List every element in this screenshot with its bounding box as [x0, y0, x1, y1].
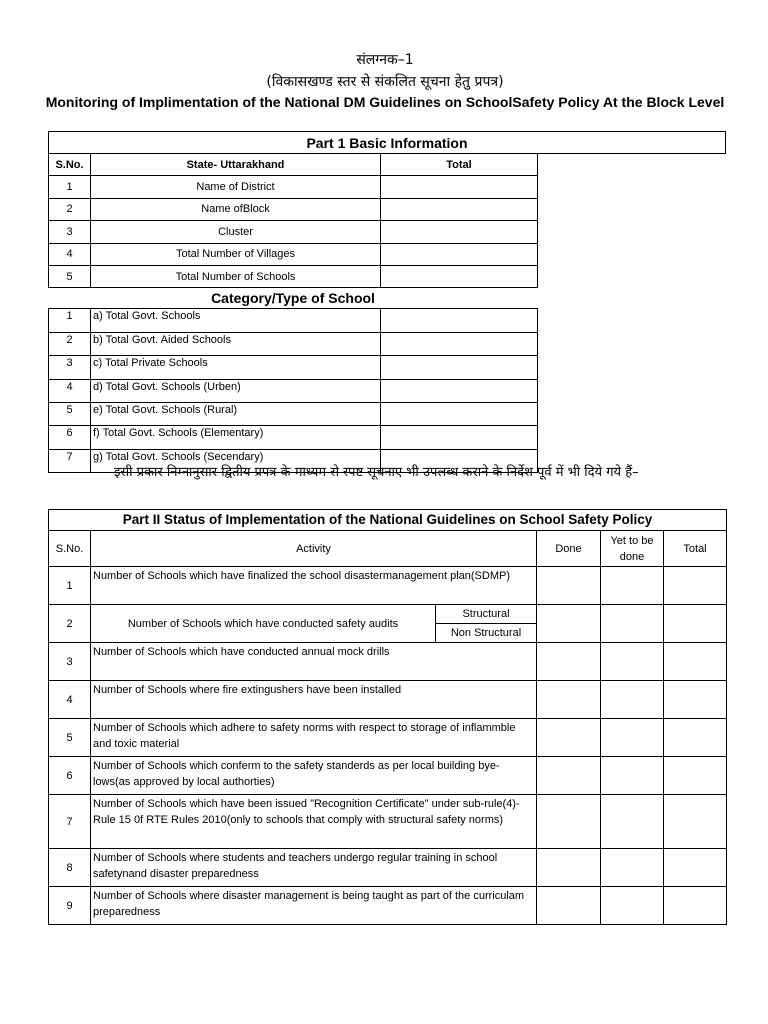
- table-row: [49, 402, 538, 425]
- header-sno: S.No.: [49, 531, 91, 567]
- table-row: [49, 332, 538, 355]
- yet-input-cell[interactable]: [601, 719, 664, 757]
- table-row: [49, 309, 538, 332]
- table-row: [49, 221, 538, 243]
- row-sno: 4: [49, 379, 91, 402]
- part2-table: [48, 509, 727, 925]
- row-sno: 3: [49, 221, 91, 243]
- row-sno: 5: [49, 719, 91, 757]
- table-row: [49, 356, 538, 379]
- row-label: Total Number of Schools: [91, 265, 381, 287]
- yet-input-cell[interactable]: [601, 681, 664, 719]
- form-title: Monitoring of Implimentation of the National DM Guidelines on SchoolSafety Policy At the Block Level: [45, 94, 725, 110]
- table-row: [49, 198, 538, 220]
- row-sno: 3: [49, 643, 91, 681]
- done-input-cell[interactable]: [537, 887, 601, 925]
- row-label: g) Total Govt. Schools (Secendary): [91, 449, 381, 472]
- row-label: a) Total Govt. Schools: [91, 309, 381, 332]
- table-row: [49, 243, 538, 265]
- total-input-cell[interactable]: [381, 402, 538, 425]
- table-row: [49, 265, 538, 287]
- yet-input-cell[interactable]: [601, 887, 664, 925]
- table-row: [49, 849, 727, 887]
- header-done: Done: [537, 531, 601, 567]
- row-label: c) Total Private Schools: [91, 356, 381, 379]
- total-input-cell[interactable]: [381, 426, 538, 449]
- row-label: Total Number of Villages: [91, 243, 381, 265]
- done-input-cell[interactable]: [537, 643, 601, 681]
- yet-input-cell[interactable]: [601, 605, 664, 643]
- total-input-cell[interactable]: [664, 681, 727, 719]
- total-input-cell[interactable]: [664, 887, 727, 925]
- yet-input-cell[interactable]: [601, 643, 664, 681]
- row-sno: 1: [49, 567, 91, 605]
- form-subtitle: (विकासखण्ड स्तर से संकलित सूचना हेतु प्रपत्र): [266, 74, 504, 90]
- done-input-cell[interactable]: [537, 757, 601, 795]
- row-label: Cluster: [91, 221, 381, 243]
- total-input-cell[interactable]: [381, 356, 538, 379]
- total-input-cell[interactable]: [664, 605, 727, 643]
- row-sno: 7: [49, 795, 91, 849]
- part1-title: Part 1 Basic Information: [49, 132, 726, 154]
- header-sno: S.No.: [49, 154, 91, 176]
- table-row: [49, 643, 727, 681]
- total-input-cell[interactable]: [664, 719, 727, 757]
- total-input-cell[interactable]: [381, 198, 538, 220]
- total-input-cell[interactable]: [381, 332, 538, 355]
- table-row: [49, 757, 727, 795]
- activity-text: Number of Schools which adhere to safety norms with respect to storage of inflammble and toxic material: [91, 719, 537, 757]
- row-sno: 3: [49, 356, 91, 379]
- row-label: Name ofBlock: [91, 198, 381, 220]
- header-yet: Yet to be done: [601, 531, 664, 567]
- table-row: [49, 887, 727, 925]
- part1-table: [48, 153, 538, 473]
- header-state: State- Uttarakhand: [91, 154, 381, 176]
- activity-text: Number of Schools which have conducted annual mock drills: [91, 643, 537, 681]
- activity-text: Number of Schools which have been issued "Recognition Certificate" under sub-rule(4)-Rule 15 0f RTE Rules 2010(only to schools that comply with structural safety norms): [91, 795, 537, 849]
- part1-title-table: [48, 131, 726, 154]
- done-input-cell[interactable]: [537, 719, 601, 757]
- row-sno: 6: [49, 426, 91, 449]
- table-row: [49, 426, 538, 449]
- done-input-cell[interactable]: [537, 567, 601, 605]
- row-label: f) Total Govt. Schools (Elementary): [91, 426, 381, 449]
- table-row: [49, 795, 727, 849]
- activity-text: Number of Schools which have conducted safety audits: [91, 605, 436, 643]
- row-sno: 4: [49, 681, 91, 719]
- header-total: Total: [381, 154, 538, 176]
- total-input-cell[interactable]: [381, 176, 538, 198]
- annexure-label: संलग्नक–1: [356, 52, 414, 68]
- row-sno: 5: [49, 265, 91, 287]
- row-label: d) Total Govt. Schools (Urben): [91, 379, 381, 402]
- row-label: e) Total Govt. Schools (Rural): [91, 402, 381, 425]
- yet-input-cell[interactable]: [601, 757, 664, 795]
- done-input-cell[interactable]: [537, 681, 601, 719]
- table-row: [49, 176, 538, 198]
- sub-non-structural: Non Structural: [436, 624, 537, 643]
- yet-input-cell[interactable]: [601, 567, 664, 605]
- total-input-cell[interactable]: [381, 309, 538, 332]
- row-sno: 9: [49, 887, 91, 925]
- total-input-cell[interactable]: [381, 379, 538, 402]
- table-row: [49, 719, 727, 757]
- total-input-cell[interactable]: [664, 643, 727, 681]
- row-sno: 6: [49, 757, 91, 795]
- row-sno: 1: [49, 309, 91, 332]
- category-section-title: Category/Type of School: [49, 288, 538, 309]
- done-input-cell[interactable]: [537, 849, 601, 887]
- row-label: b) Total Govt. Aided Schools: [91, 332, 381, 355]
- row-label: Name of District: [91, 176, 381, 198]
- table-row: [49, 379, 538, 402]
- sub-structural: Structural: [436, 605, 537, 624]
- activity-text: Number of Schools which have finalized the school disastermanagement plan(SDMP): [91, 567, 537, 605]
- total-input-cell[interactable]: [381, 243, 538, 265]
- total-input-cell[interactable]: [381, 221, 538, 243]
- total-input-cell[interactable]: [664, 849, 727, 887]
- total-input-cell[interactable]: [664, 795, 727, 849]
- header-total: Total: [664, 531, 727, 567]
- activity-text: Number of Schools which conferm to the safety standerds as per local building bye-lows(as approved by local authorties): [91, 757, 537, 795]
- row-sno: 1: [49, 176, 91, 198]
- total-input-cell[interactable]: [664, 757, 727, 795]
- activity-text: Number of Schools where disaster management is being taught as part of the curriculam preparedness: [91, 887, 537, 925]
- done-input-cell[interactable]: [537, 795, 601, 849]
- row-sno: 4: [49, 243, 91, 265]
- activity-text: Number of Schools where students and teachers undergo regular training in school safetynand disaster preparedness: [91, 849, 537, 887]
- activity-text: Number of Schools where fire extingushers have been installed: [91, 681, 537, 719]
- yet-input-cell[interactable]: [601, 795, 664, 849]
- done-input-cell[interactable]: [537, 605, 601, 643]
- table-row: [49, 567, 727, 605]
- yet-input-cell[interactable]: [601, 849, 664, 887]
- row-sno: 2: [49, 198, 91, 220]
- total-input-cell[interactable]: [664, 567, 727, 605]
- part2-title: Part II Status of Implementation of the National Guidelines on School Safety Policy: [49, 510, 727, 531]
- row-sno: 2: [49, 605, 91, 643]
- instruction-paragraph: इसी प्रकार निम्नानुसार द्वितीय प्रपत्र के माध्यम से स्पष्ट सूचनाए भी उपलब्ध कराने के निर्देश पूर्व में भी दिये गये हैं–: [114, 465, 639, 480]
- total-input-cell[interactable]: [381, 265, 538, 287]
- header-activity: Activity: [91, 531, 537, 567]
- row-sno: 7: [49, 449, 91, 472]
- row-sno: 5: [49, 402, 91, 425]
- table-row: [49, 681, 727, 719]
- row-sno: 2: [49, 332, 91, 355]
- table-row: [49, 605, 727, 624]
- row-sno: 8: [49, 849, 91, 887]
